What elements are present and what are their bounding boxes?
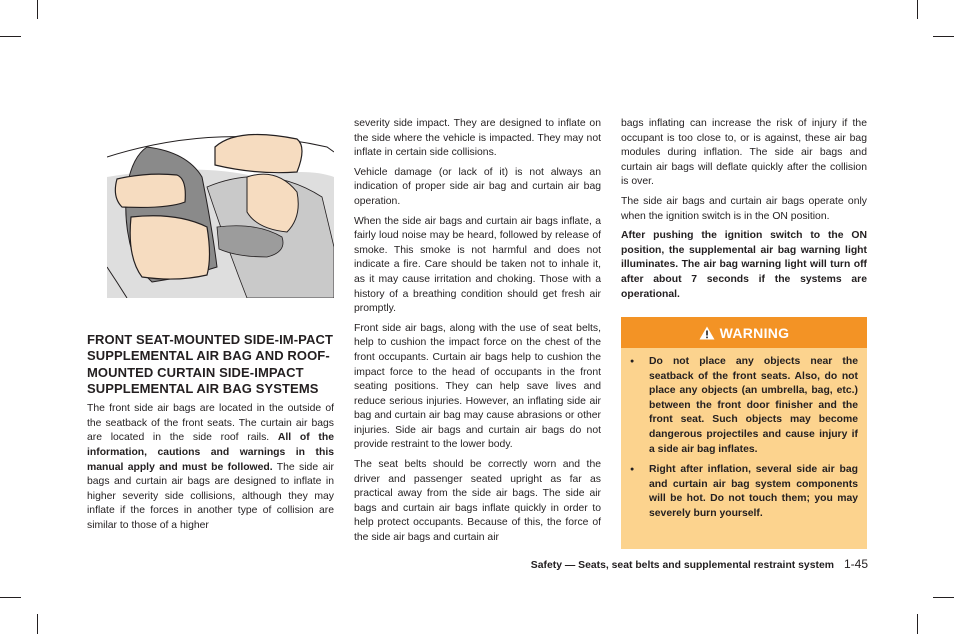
crop-mark — [917, 0, 918, 19]
paragraph: When the side air bags and curtain air bags inflate, a fairly loud noise may be heard, followed by release of smoke. This smoke is not harmful and does not indicate a fire. Care should be taken not to inhale it, as it may cause irritation and choking. Those with a history of a breathing condition should get fresh air promptly. — [354, 215, 601, 315]
warning-box — [621, 317, 867, 549]
paragraph — [621, 229, 867, 302]
crop-mark — [933, 36, 954, 37]
text: The side air bags and curtain air bags are designed to inflate in higher severity side collisions, although they may inflate if the forces in another type of collision are similar to those of a higher — [87, 461, 334, 531]
warning-list — [621, 348, 867, 522]
section-heading: FRONT SEAT-MOUNTED SIDE-IM-PACT SUPPLEMENTAL AIR BAG AND ROOF-MOUNTED CURTAIN SIDE-IMPACT SUPPLEMENTAL AIR BAG SYSTEMS — [87, 332, 333, 396]
page-footer — [440, 557, 868, 571]
column-1 — [87, 332, 334, 539]
crop-mark — [0, 597, 21, 598]
paragraph: severity side impact. They are designed to inflate on the side where the vehicle is impacted. They may not inflate in certain side collisions. — [354, 118, 601, 159]
crop-mark — [917, 614, 918, 634]
column-2 — [354, 117, 601, 551]
crop-mark — [37, 614, 38, 634]
warning-item: ● Do not place any objects near the seatback of the front seats. Also, do not place any objects (an umbrella, bag, etc.) between the front door finisher and the front seat. Such objects may become dangerous projectiles and cause injury if a side air bag inflates. — [649, 355, 858, 457]
crop-mark — [0, 36, 21, 37]
text: The front side air bags are located in the outside of the seatback of the front seats. The curtain air bags are located in the side roof rails. — [87, 403, 334, 444]
paragraph: The side air bags and curtain air bags operate only when the ignition switch is in the ON position. — [621, 195, 867, 222]
paragraph — [87, 402, 334, 533]
crop-mark — [933, 597, 954, 598]
paragraph: bags inflating can increase the risk of injury if the occupant is too close to, or is against, these air bag modules during inflation. The side air bags and curtain air bags will deflate quickly after the collision is over. — [621, 118, 867, 188]
warning-title: WARNING — [719, 324, 790, 341]
bold-text: After pushing the ignition switch to the ON position, the supplemental air bag warning light illuminates. The air bag warning light will turn off after about 7 seconds if the systems are operational. — [621, 230, 867, 300]
warning-item: ● Right after inflation, several side air bag and curtain air bag system components will be hot. Do not touch them; you may severely burn yourself. — [649, 463, 858, 521]
airbag-illustration — [107, 117, 334, 298]
paragraph: Vehicle damage (or lack of it) is not always an indication of proper side air bag and curtain air bag operation. — [354, 166, 601, 207]
bold-text: All of the information, cautions and warnings in this manual apply and must be followed. — [87, 432, 334, 473]
section-title: Safety — Seats, seat belts and supplemental restraint system — [530, 560, 834, 571]
warning-triangle-icon — [699, 326, 715, 340]
warning-header — [621, 317, 867, 348]
crop-mark — [37, 0, 38, 19]
paragraph: The seat belts should be correctly worn and the driver and passenger seated upright as far as practical away from the side air bags. The side air bags and curtain air bags inflate quickly in order to help protect occupants. Because of this, the force of the side air bags and curtain air — [354, 459, 601, 544]
page-number: 1-45 — [843, 557, 868, 571]
paragraph: Front side air bags, along with the use of seat belts, help to cushion the impact force on the chest of the front occupants. Curtain air bags help to cushion the impact force to the head of occupants in the front seating positions. They can help save lives and reduce serious injuries. However, an inflating side air bag and curtain air bag may cause abrasions or other injuries. Side air bags and curtain air bags do not provide restraint to the lower body. — [354, 322, 601, 451]
column-3 — [621, 117, 867, 307]
